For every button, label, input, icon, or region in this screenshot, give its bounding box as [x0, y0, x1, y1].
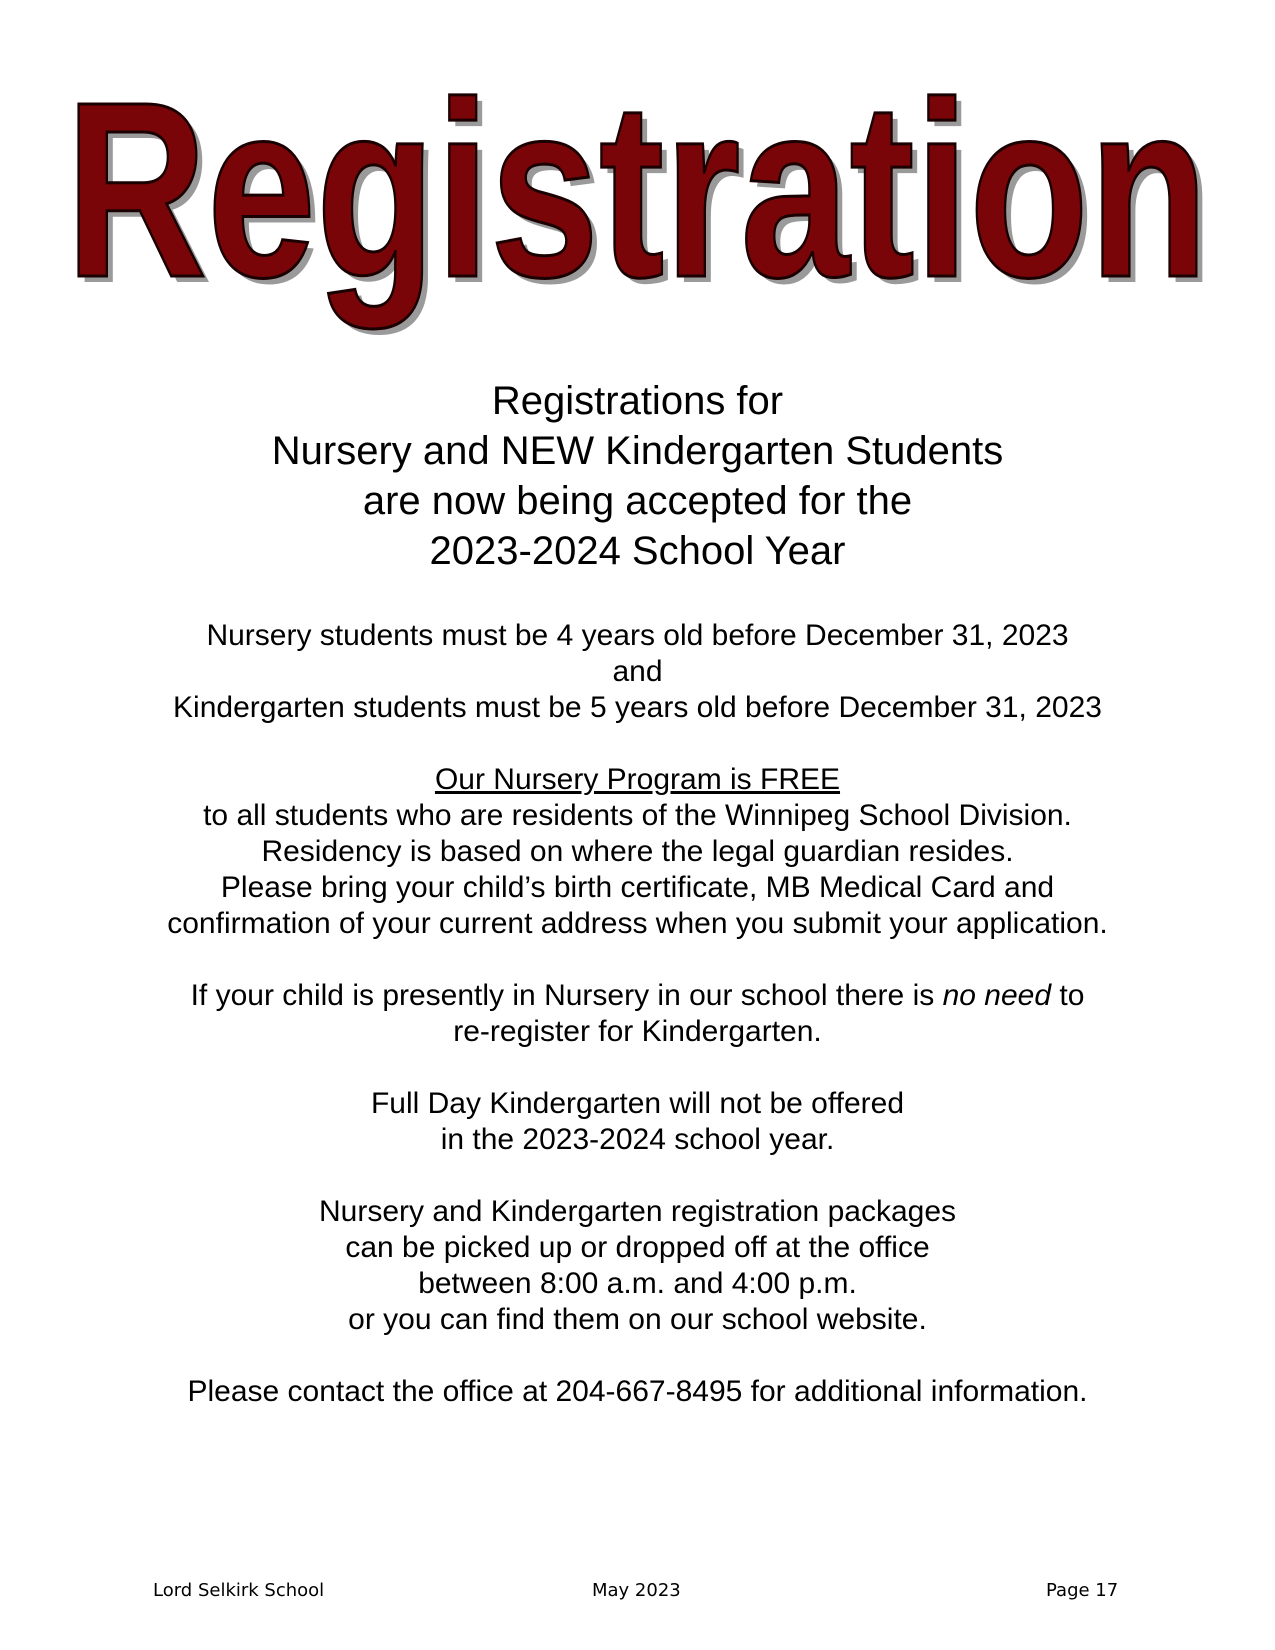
reregister-section	[0, 978, 1275, 1050]
footer-date: May 2023	[592, 1580, 681, 1601]
nursery-program-section	[0, 762, 1275, 942]
full-day-section	[0, 1086, 1275, 1158]
kindergarten-age-requirement: Kindergarten students must be 5 years old before December 31, 2023	[173, 691, 1102, 724]
footer-page-number: Page 17	[1046, 1580, 1119, 1601]
packages-line: between 8:00 a.m. and 4:00 p.m.	[418, 1267, 857, 1300]
reregister-emphasis: no need	[942, 979, 1052, 1012]
nursery-program-line: Residency is based on where the legal guardian resides.	[261, 835, 1014, 868]
packages-line: Nursery and Kindergarten registration packages	[318, 1195, 957, 1228]
nursery-program-heading: Our Nursery Program is FREE	[434, 763, 841, 796]
nursery-program-line: confirmation of your current address when you submit your application.	[167, 907, 1108, 940]
full-day-line: Full Day Kindergarten will not be offered	[370, 1087, 905, 1120]
headline-line: are now being accepted for the	[362, 479, 913, 523]
nursery-program-line: to all students who are residents of the Winnipeg School Division.	[203, 799, 1072, 832]
reregister-line-2: re-register for Kindergarten.	[453, 1015, 822, 1048]
headline-line: 2023-2024 School Year	[429, 529, 846, 573]
footer-school: Lord Selkirk School	[153, 1580, 325, 1601]
reregister-line-1	[0, 978, 1275, 1014]
headline-line: Registrations for	[491, 379, 784, 423]
banner-title-shadow: Registration	[71, 56, 1215, 335]
packages-line: can be picked up or dropped off at the office	[345, 1231, 930, 1264]
age-requirements	[0, 618, 1275, 726]
banner-title: Registration	[65, 50, 1209, 329]
packages-section	[0, 1194, 1275, 1338]
full-day-line: in the 2023-2024 school year.	[440, 1123, 835, 1156]
headline	[0, 376, 1275, 576]
headline-line: Nursery and NEW Kindergarten Students	[271, 429, 1004, 473]
contact-info: Please contact the office at 204-667-8495 for additional information.	[187, 1375, 1088, 1408]
and-text: and	[612, 655, 663, 688]
reregister-text-before: If your child is presently in Nursery in our school there is	[190, 979, 943, 1012]
main-content	[0, 376, 1275, 1410]
reregister-text-after: to	[1051, 979, 1085, 1012]
nursery-age-requirement: Nursery students must be 4 years old before December 31, 2023	[206, 619, 1069, 652]
nursery-program-line: Please bring your child’s birth certificate, MB Medical Card and	[220, 871, 1055, 904]
registration-banner	[0, 40, 1275, 360]
packages-line: or you can find them on our school website.	[348, 1303, 927, 1336]
